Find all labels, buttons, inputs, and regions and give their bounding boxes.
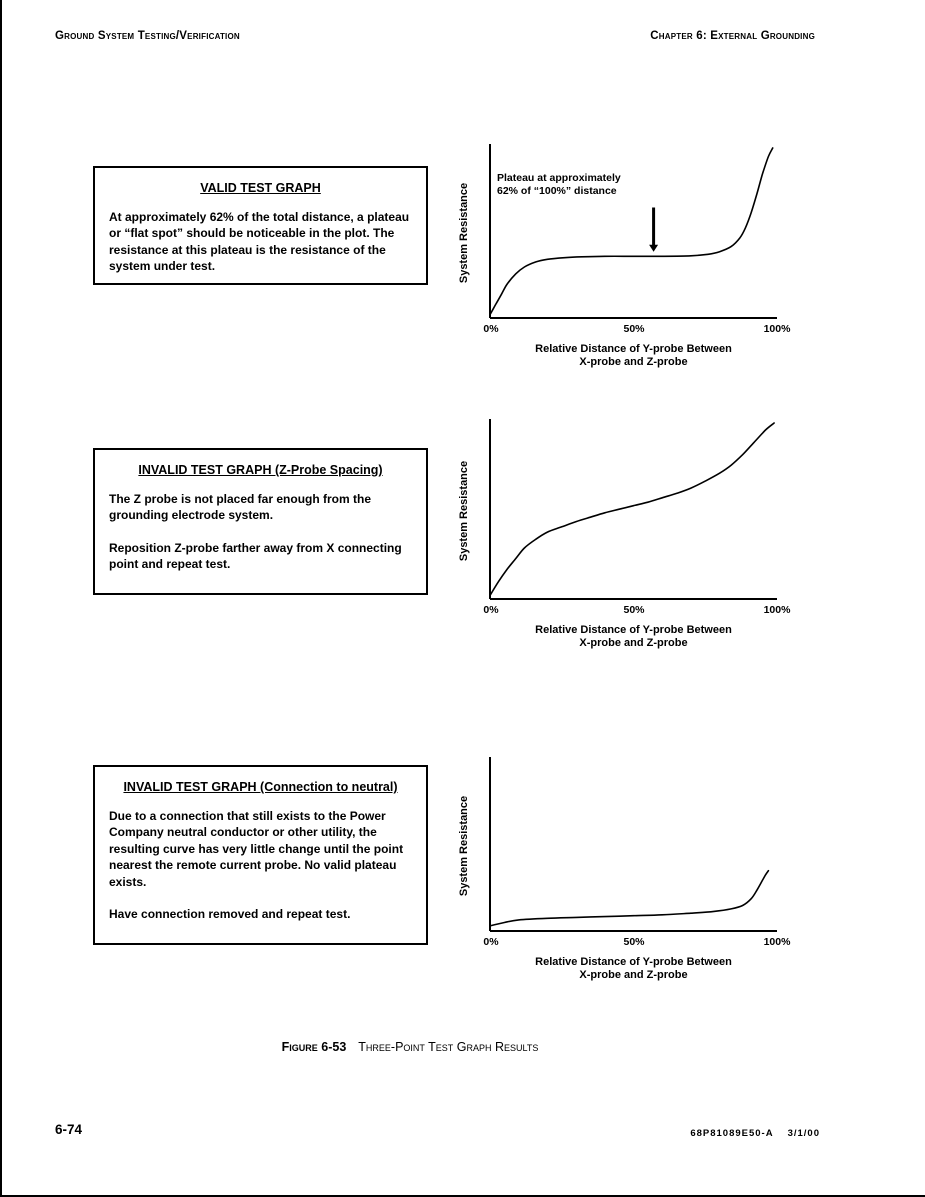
x-tick: 100% xyxy=(763,323,791,335)
invalid-z-probe-box xyxy=(93,448,428,595)
box-paragraph: Have connection removed and repeat test. xyxy=(109,907,351,921)
x-tick: 50% xyxy=(623,604,645,616)
box-title: INVALID TEST GRAPH (Z-Probe Spacing) xyxy=(138,463,383,477)
figure-caption xyxy=(55,1040,765,1054)
x-tick: 50% xyxy=(623,323,645,335)
y-axis-label: System Resistance xyxy=(458,795,470,897)
x-axis-title-line: X-probe and Z-probe xyxy=(579,356,688,368)
x-tick: 100% xyxy=(763,936,791,948)
x-axis-title xyxy=(490,956,777,982)
x-axis-title xyxy=(490,624,777,650)
x-axis-title xyxy=(490,343,777,369)
page-edge-left xyxy=(0,0,2,1197)
x-axis-title-line: X-probe and Z-probe xyxy=(579,637,688,649)
x-axis-title-line: Relative Distance of Y-probe Between xyxy=(535,343,732,355)
x-axis-title-line: Relative Distance of Y-probe Between xyxy=(535,956,732,968)
box-paragraph: The Z probe is not placed far enough from the grounding electrode system. xyxy=(109,491,372,522)
invalid-neutral-box xyxy=(93,765,428,945)
header-right-title: Chapter 6: External Grounding xyxy=(650,30,815,42)
x-tick: 0% xyxy=(483,936,499,948)
resistance-curve xyxy=(490,871,768,926)
x-tick: 0% xyxy=(483,323,499,335)
x-tick: 100% xyxy=(763,604,791,616)
plateau-arrow-head xyxy=(649,245,658,252)
header-left-title: Ground System Testing/Verification xyxy=(55,30,240,42)
page-number: 6-74 xyxy=(55,1122,83,1137)
y-axis-label: System Resistance xyxy=(458,182,470,284)
box-paragraph: Reposition Z-probe farther away from X connecting point and repeat test. xyxy=(109,540,402,571)
annotation-line: Plateau at approximately xyxy=(497,172,621,184)
x-axis-ticks xyxy=(455,604,800,618)
y-axis-label: System Resistance xyxy=(458,460,470,562)
x-axis-ticks xyxy=(455,323,800,337)
annotation-line: 62% of “100%” distance xyxy=(497,185,617,197)
figure-caption-title: Three-Point Test Graph Results xyxy=(358,1040,539,1054)
chart-plot-invalid-neutral xyxy=(455,753,800,943)
x-axis-title-line: Relative Distance of Y-probe Between xyxy=(535,624,732,636)
chart-invalid-z-probe xyxy=(455,415,800,655)
x-axis-ticks xyxy=(455,936,800,950)
x-axis-title-line: X-probe and Z-probe xyxy=(579,969,688,981)
resistance-curve xyxy=(490,423,774,595)
page-header xyxy=(55,30,815,42)
chart-plot-invalid-z xyxy=(455,415,800,611)
box-paragraph: Due to a connection that still exists to the Power Company neutral conductor or other utility, the resulting curve has very little change until the point nearest the remote current probe. No valid plateau exists. xyxy=(109,808,404,889)
figure-caption-label: Figure 6-53 xyxy=(281,1040,347,1054)
box-paragraph: At approximately 62% of the total distance, a plateau or “flat spot” should be noticeable in the plot. The resistance at this plateau is the resistance of the system under test. xyxy=(109,209,410,273)
plateau-annotation xyxy=(497,172,621,198)
chart-valid-test xyxy=(455,140,800,380)
document-date: 3/1/00 xyxy=(787,1128,820,1139)
document-number: 68P81089E50-A xyxy=(690,1128,774,1139)
x-tick: 0% xyxy=(483,604,499,616)
valid-test-graph-box xyxy=(93,166,428,285)
chart-plot-valid xyxy=(455,140,800,330)
x-tick: 50% xyxy=(623,936,645,948)
chart-invalid-neutral xyxy=(455,753,800,993)
box-title: INVALID TEST GRAPH (Connection to neutral) xyxy=(123,780,398,794)
document-number-block xyxy=(690,1128,820,1139)
box-title: VALID TEST GRAPH xyxy=(200,181,321,195)
